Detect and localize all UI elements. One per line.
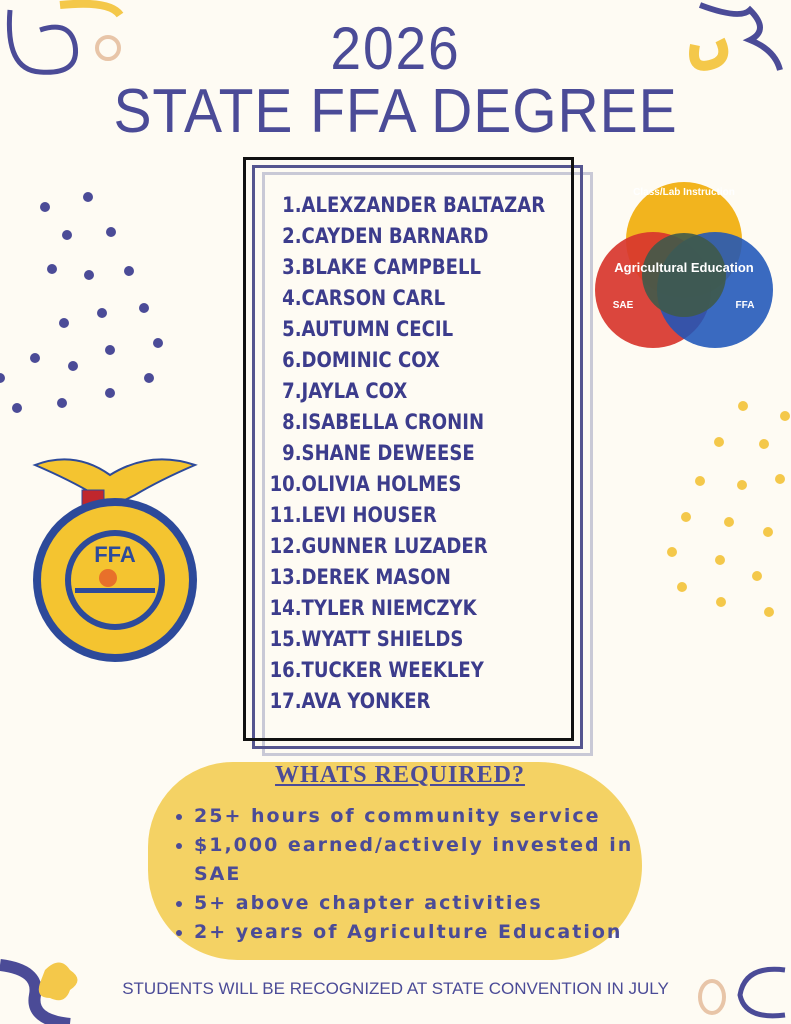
recipient-name: JAYLA COX xyxy=(301,379,408,403)
decorative-dot xyxy=(764,607,774,617)
recipient-row xyxy=(262,314,545,345)
recipient-name: ALEXZANDER BALTAZAR xyxy=(301,193,546,217)
recipient-number: 3. xyxy=(282,255,302,279)
decorative-dot xyxy=(105,345,115,355)
recipient-name: WYATT SHIELDS xyxy=(301,627,464,651)
recipient-name: TYLER NIEMCZYK xyxy=(301,596,477,620)
recipient-row xyxy=(262,221,545,252)
decorative-dot xyxy=(124,266,134,276)
decorative-dot xyxy=(780,411,790,421)
decorative-dot xyxy=(724,517,734,527)
decorative-dot xyxy=(715,555,725,565)
decorative-dot xyxy=(144,373,154,383)
recipient-name: OLIVIA HOLMES xyxy=(301,472,462,496)
decorative-dot xyxy=(0,373,5,383)
decorative-dot xyxy=(716,597,726,607)
requirements-heading: WHATS REQUIRED? xyxy=(275,762,525,788)
decorative-dot xyxy=(62,230,72,240)
recipient-name: CARSON CARL xyxy=(301,286,446,310)
recipient-number: 16. xyxy=(269,658,302,682)
decorative-dot xyxy=(106,227,116,237)
decorative-dot xyxy=(68,361,78,371)
decorative-dot xyxy=(667,547,677,557)
decorative-dot xyxy=(681,512,691,522)
recipient-row xyxy=(262,252,545,283)
venn-center-label: Agricultural Education xyxy=(614,260,754,275)
recipient-name: DOMINIC COX xyxy=(301,348,440,372)
decorative-dot xyxy=(714,437,724,447)
year-heading: 2026 xyxy=(330,15,461,82)
recipient-number: 15. xyxy=(269,627,302,651)
decorative-dot xyxy=(59,318,69,328)
recipient-name: AVA YONKER xyxy=(301,689,431,713)
recipient-name: SHANE DEWEESE xyxy=(301,441,475,465)
venn-left-label: SAE xyxy=(612,300,634,311)
recipient-name: LEVI HOUSER xyxy=(301,503,437,527)
decorative-dot xyxy=(105,388,115,398)
decorative-dot xyxy=(737,480,747,490)
recipient-row xyxy=(262,593,545,624)
decorative-dot xyxy=(57,398,67,408)
recipient-row xyxy=(262,345,545,376)
decorative-dot xyxy=(97,308,107,318)
recipient-row xyxy=(262,376,545,407)
recipient-number: 6. xyxy=(282,348,302,372)
recipient-number: 1. xyxy=(282,193,302,217)
recipient-number: 9. xyxy=(282,441,302,465)
decorative-dot xyxy=(677,582,687,592)
venn-top-label: Class/Lab Instruction xyxy=(633,187,735,198)
decorative-dot xyxy=(759,439,769,449)
svg-text:FFA: FFA xyxy=(94,542,136,567)
recipient-number: 2. xyxy=(282,224,302,248)
decorative-dot xyxy=(30,353,40,363)
decorative-dot xyxy=(752,571,762,581)
requirement-item: • 5+ above chapter activities xyxy=(194,889,642,918)
footer-note: STUDENTS WILL BE RECOGNIZED AT STATE CONVENTION IN JULY xyxy=(122,979,669,998)
recipient-name: AUTUMN CECIL xyxy=(301,317,454,341)
decorative-dot xyxy=(695,476,705,486)
venn-right-label: FFA xyxy=(735,300,755,311)
recipient-row xyxy=(262,469,545,500)
recipient-name: BLAKE CAMPBELL xyxy=(301,255,481,279)
recipient-number: 14. xyxy=(269,596,302,620)
recipient-row xyxy=(262,407,545,438)
requirements-list xyxy=(172,802,642,947)
recipient-number: 5. xyxy=(282,317,302,341)
ag-education-venn-diagram xyxy=(595,180,773,350)
recipient-name: GUNNER LUZADER xyxy=(301,534,488,558)
decorative-dot xyxy=(40,202,50,212)
recipient-row xyxy=(262,531,545,562)
recipient-number: 8. xyxy=(282,410,302,434)
recipient-row xyxy=(262,500,545,531)
recipient-number: 13. xyxy=(269,565,302,589)
recipient-number: 4. xyxy=(282,286,302,310)
page-title: STATE FFA DEGREE xyxy=(113,77,678,146)
requirement-item: • 2+ years of Agriculture Education xyxy=(194,918,642,947)
recipient-name: CAYDEN BARNARD xyxy=(301,224,489,248)
decorative-dot xyxy=(139,303,149,313)
decorative-dot xyxy=(83,192,93,202)
recipient-number: 7. xyxy=(282,379,302,403)
decorative-dot xyxy=(84,270,94,280)
decorative-dot xyxy=(12,403,22,413)
requirement-item: • 25+ hours of community service xyxy=(194,802,642,831)
recipient-row xyxy=(262,283,545,314)
recipient-number: 10. xyxy=(269,472,302,496)
recipient-row xyxy=(262,562,545,593)
decorative-dot xyxy=(738,401,748,411)
requirement-item: • $1,000 earned/actively invested in SAE xyxy=(194,831,642,889)
decorative-dot xyxy=(763,527,773,537)
recipient-list xyxy=(262,190,591,717)
recipient-name: DEREK MASON xyxy=(301,565,451,589)
recipient-name: ISABELLA CRONIN xyxy=(301,410,485,434)
recipient-row xyxy=(262,655,545,686)
recipient-row xyxy=(262,438,545,469)
recipient-number: 17. xyxy=(269,689,302,713)
recipient-row xyxy=(262,686,545,717)
recipient-name: TUCKER WEEKLEY xyxy=(301,658,484,682)
recipient-number: 12. xyxy=(269,534,302,558)
recipient-row xyxy=(262,624,545,655)
decorative-dot xyxy=(153,338,163,348)
decorative-dot xyxy=(775,474,785,484)
recipient-row xyxy=(262,190,545,221)
decorative-dot xyxy=(47,264,57,274)
ffa-emblem xyxy=(30,450,200,665)
recipient-number: 11. xyxy=(269,503,302,527)
